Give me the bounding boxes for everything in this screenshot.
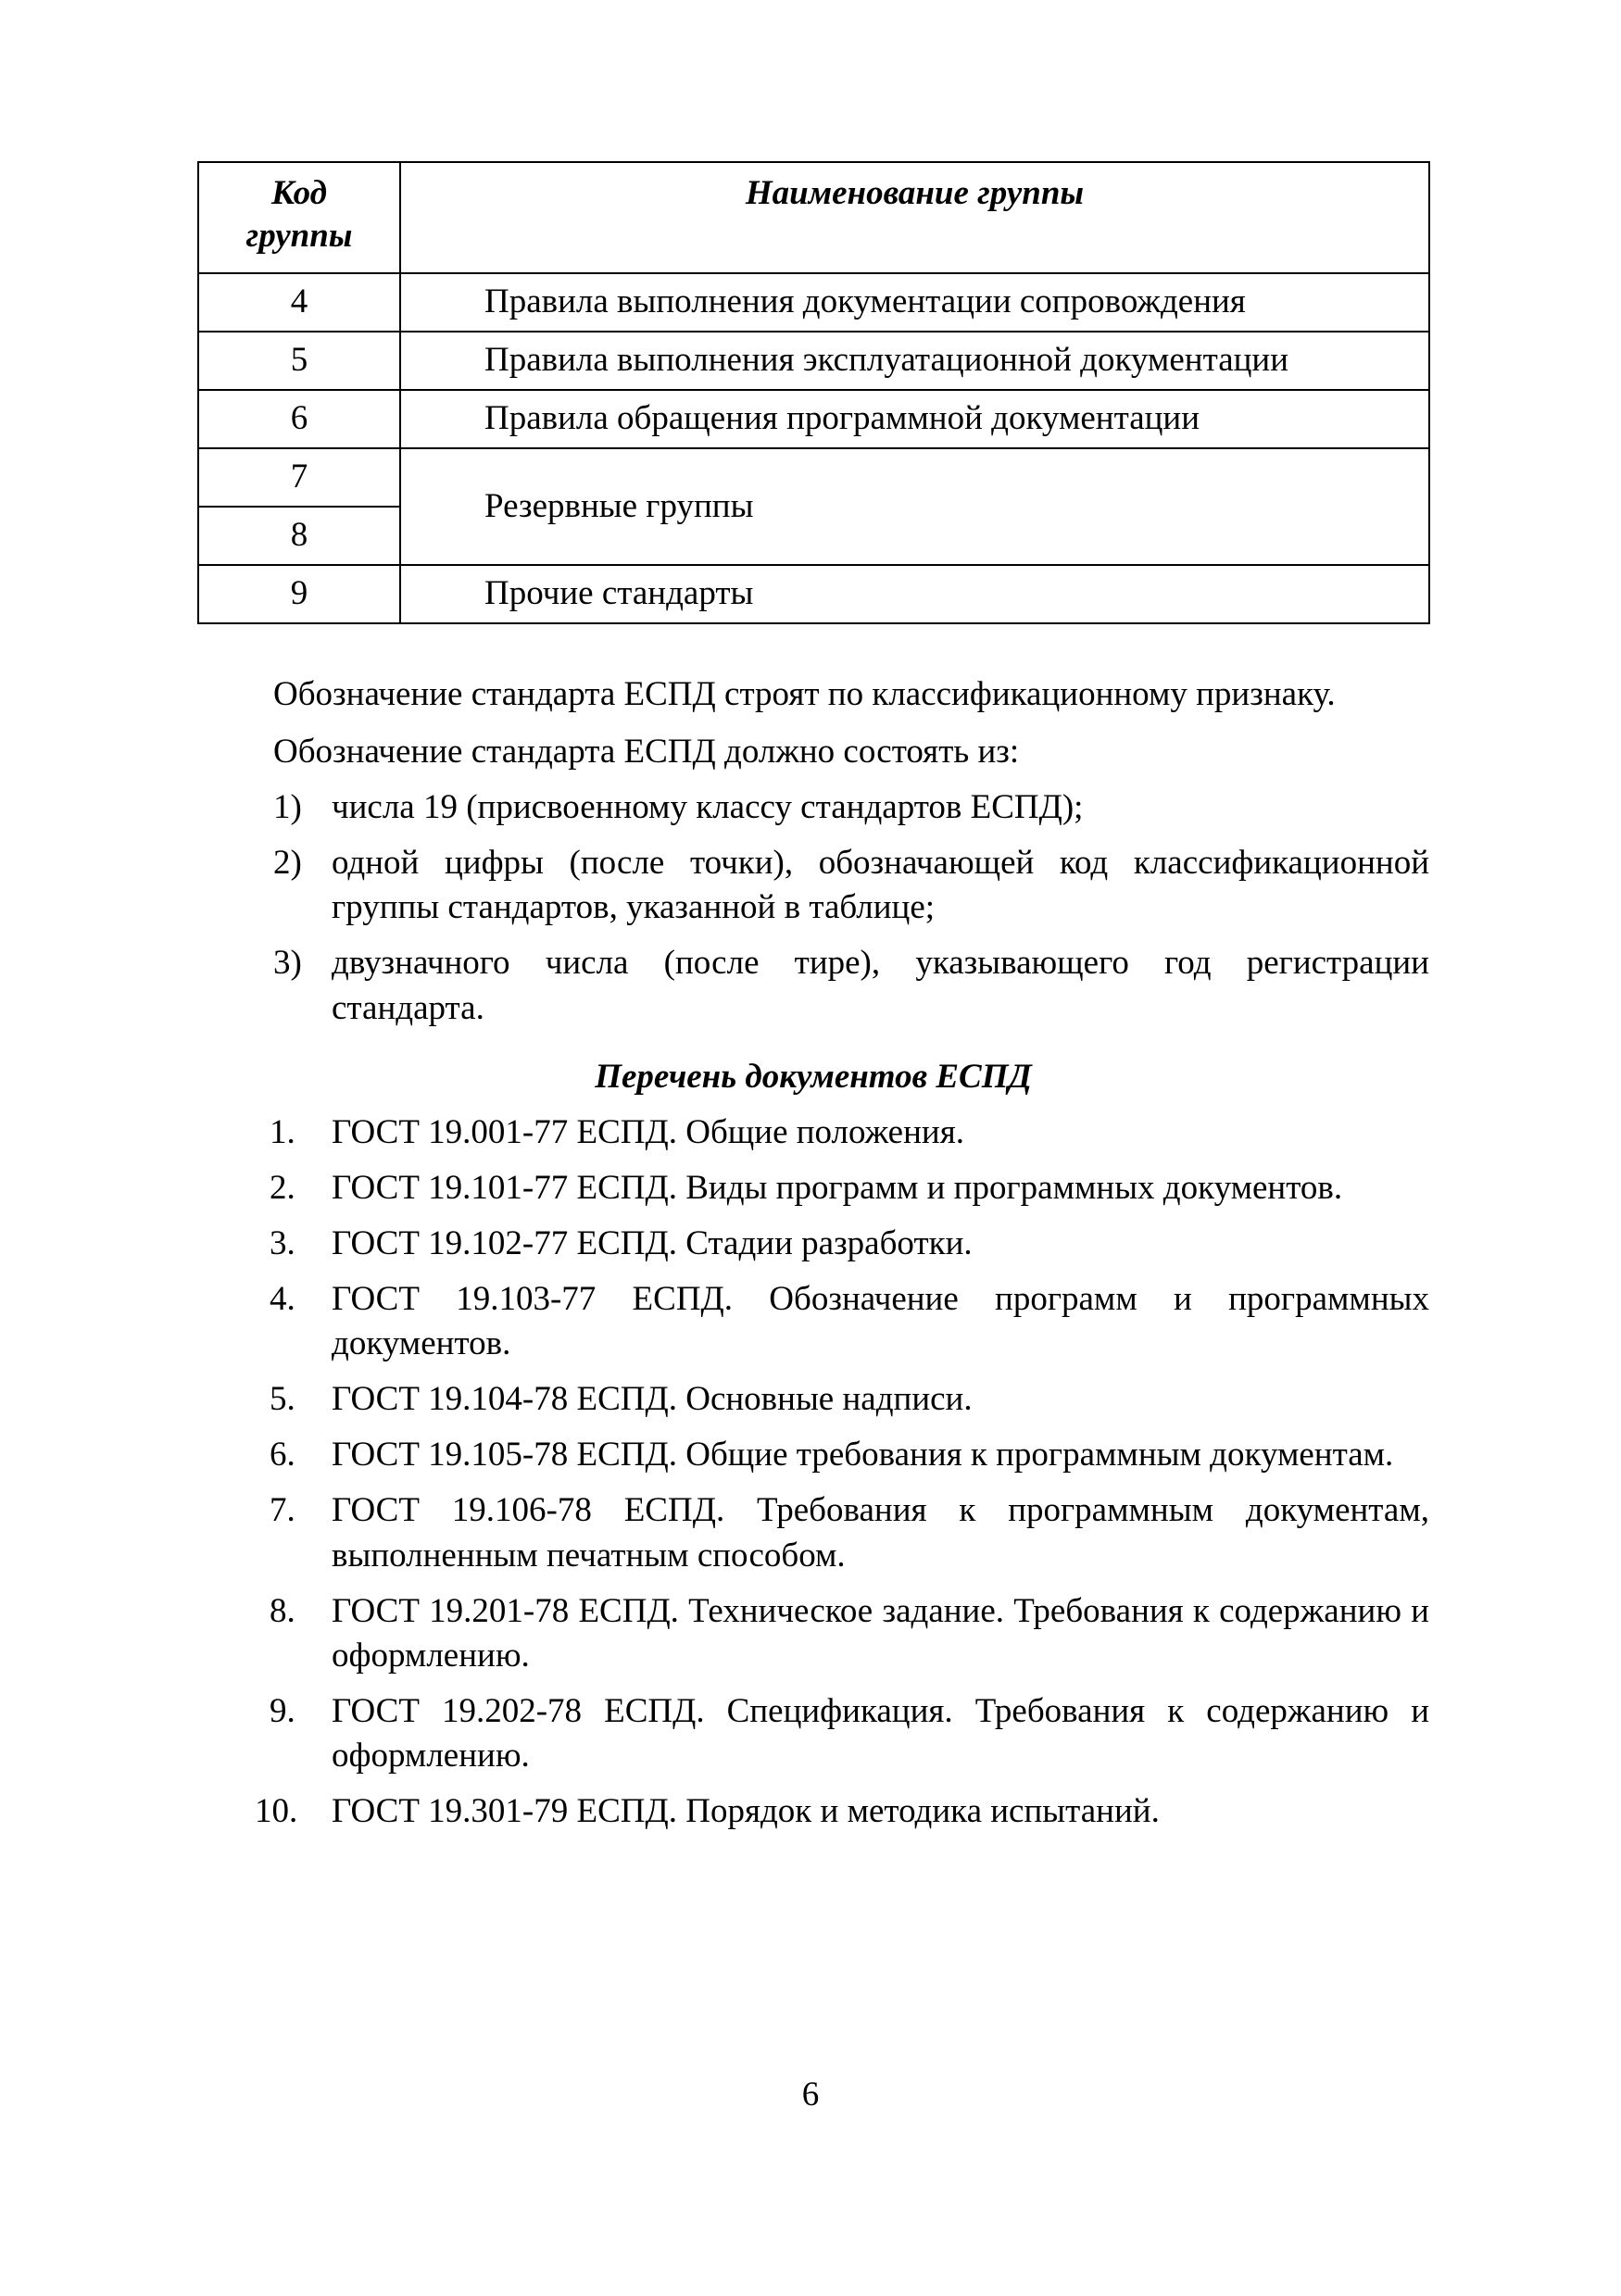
header-name: Наименование группы <box>400 162 1429 273</box>
group-code: 4 <box>198 273 400 332</box>
list-item-number: 2. <box>270 1168 295 1207</box>
list-item-number: 9. <box>270 1691 295 1730</box>
list-item-text: ГОСТ 19.105-78 ЕСПД. Общие требования к программным документам. <box>332 1436 1394 1474</box>
list-item-text: ГОСТ 19.201-78 ЕСПД. Техническое задание. Требования к содержанию и оформлению. <box>332 1591 1429 1675</box>
list-item-number: 3. <box>270 1223 295 1262</box>
group-code: 9 <box>198 565 400 623</box>
composition-list <box>197 785 1429 1030</box>
table-row <box>198 332 1429 390</box>
list-item <box>197 1433 1429 1477</box>
list-item-text: ГОСТ 19.104-78 ЕСПД. Основные надписи. <box>332 1380 973 1419</box>
list-item-text: ГОСТ 19.301-79 ЕСПД. Порядок и методика испытаний. <box>332 1791 1160 1830</box>
list-item <box>197 1110 1429 1155</box>
group-name: Правила выполнения документации сопровождения <box>400 273 1429 332</box>
paragraph-designation: Обозначение стандарта ЕСПД строят по классификационному признаку. <box>273 675 1336 713</box>
group-codes-table <box>197 161 1430 624</box>
documents-list <box>197 1110 1429 1834</box>
list-item <box>197 1689 1429 1778</box>
list-item <box>197 841 1429 930</box>
group-code: 7 <box>198 448 400 507</box>
page-number: 6 <box>801 2076 820 2114</box>
list-item-number: 6. <box>270 1436 295 1474</box>
list-item <box>197 785 1429 830</box>
page-content <box>197 161 1429 1845</box>
list-item <box>197 1222 1429 1266</box>
list-item-number: 1) <box>273 788 302 827</box>
list-item-text: ГОСТ 19.106-78 ЕСПД. Требования к программным документам, выполненным печатным способом. <box>332 1491 1429 1575</box>
table-row <box>198 273 1429 332</box>
list-item-number: 3) <box>273 944 302 983</box>
section-title: Перечень документов ЕСПД <box>595 1057 1032 1096</box>
list-item-number: 8. <box>270 1591 295 1630</box>
list-item-text: одной цифры (после точки), обозначающей код классификационной группы стандартов, указанной в таблице; <box>332 844 1429 927</box>
header-code: Код группы <box>198 162 400 273</box>
list-item-number: 1. <box>270 1112 295 1151</box>
list-item <box>197 1488 1429 1577</box>
list-item-text: ГОСТ 19.202-78 ЕСПД. Спецификация. Требования к содержанию и оформлению. <box>332 1691 1429 1775</box>
list-item-number: 5. <box>270 1380 295 1419</box>
group-name: Правила выполнения эксплуатационной документации <box>400 332 1429 390</box>
group-name: Правила обращения программной документации <box>400 390 1429 448</box>
list-item-text: ГОСТ 19.102-77 ЕСПД. Стадии разработки. <box>332 1223 973 1262</box>
group-name: Прочие стандарты <box>400 565 1429 623</box>
list-item <box>197 1377 1429 1422</box>
list-item <box>197 1589 1429 1678</box>
table-row <box>198 390 1429 448</box>
list-item-number: 7. <box>270 1491 295 1530</box>
list-item-text: ГОСТ 19.103-77 ЕСПД. Обозначение программ и программных документов. <box>332 1280 1429 1363</box>
group-code: 8 <box>198 507 400 565</box>
list-item-text: ГОСТ 19.101-77 ЕСПД. Виды программ и программных документов. <box>332 1168 1343 1207</box>
list-item-text: двузначного числа (после тире), указывающего год регистрации стандарта. <box>332 944 1429 1027</box>
paragraph-composition: Обозначение стандарта ЕСПД должно состоять из: <box>273 733 1020 772</box>
group-name: Резервные группы <box>400 448 1429 565</box>
list-item <box>197 941 1429 1030</box>
list-item-number: 2) <box>273 844 302 883</box>
table-row <box>198 565 1429 623</box>
table-row <box>198 448 1429 507</box>
list-item-text: числа 19 (присвоенному классу стандартов ЕСПД); <box>332 788 1084 827</box>
list-item <box>197 1166 1429 1211</box>
list-item-number: 4. <box>270 1280 295 1319</box>
list-item-text: ГОСТ 19.001-77 ЕСПД. Общие положения. <box>332 1112 964 1151</box>
group-code: 5 <box>198 332 400 390</box>
table-header-row <box>198 162 1429 273</box>
group-code: 6 <box>198 390 400 448</box>
list-item <box>197 1789 1429 1834</box>
list-item-number: 10. <box>255 1791 298 1830</box>
list-item <box>197 1277 1429 1366</box>
